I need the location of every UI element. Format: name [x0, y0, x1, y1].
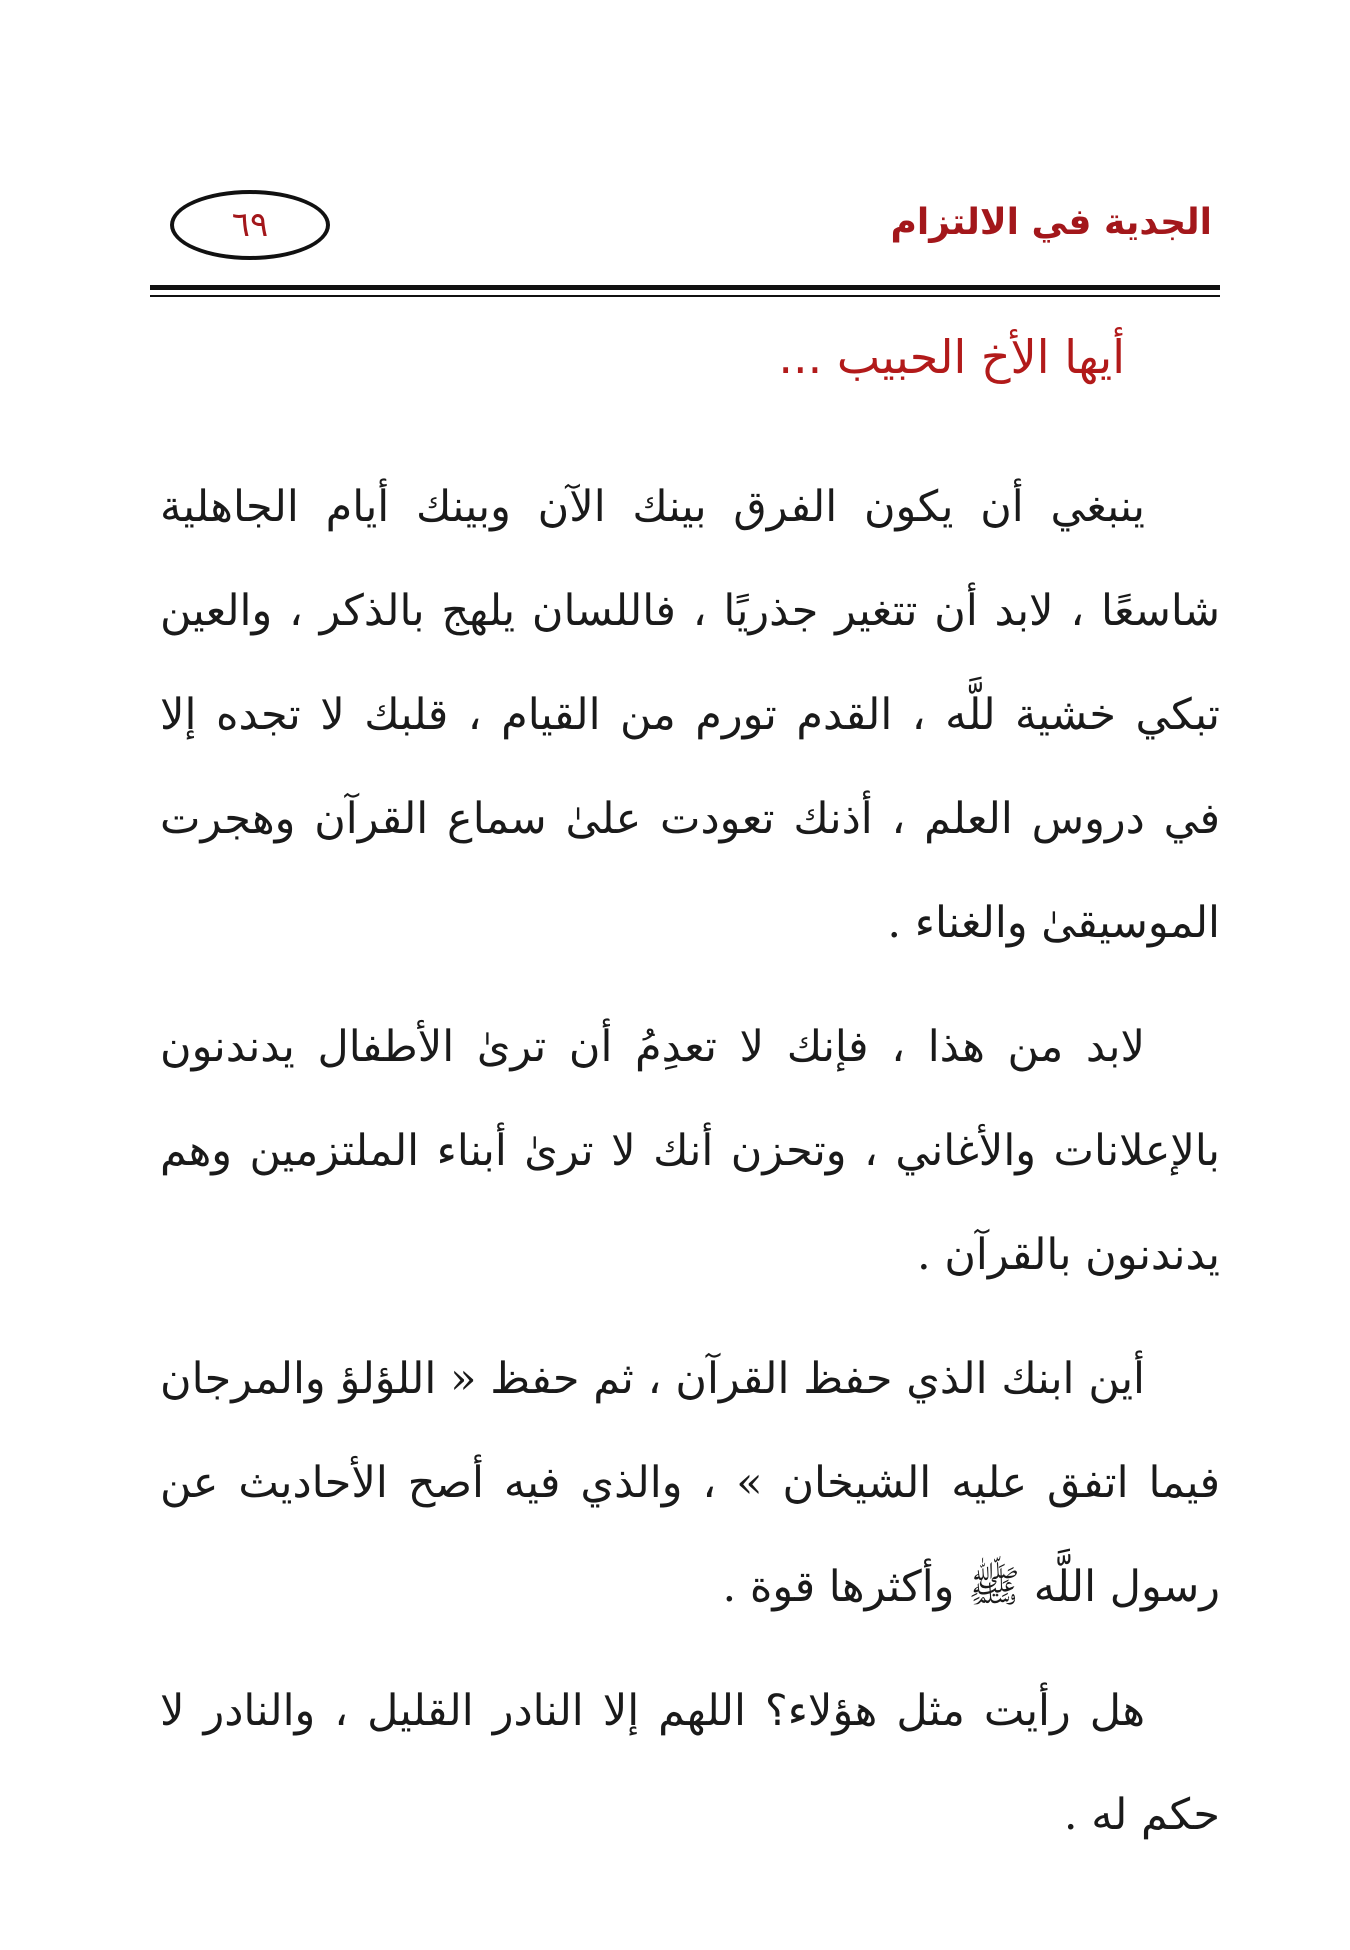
running-title: الجدية في الالتزام	[890, 202, 1212, 243]
body-text	[160, 455, 1220, 1887]
paragraph: ينبغي أن يكون الفرق بينك الآن وبينك أيام الجاهلية شاسعًا ، لابد أن تتغير جذريًا ، فاللسان يلهج بالذكر ، والعين تبكي خشية للَّه ، القدم تورم من القيام ، قلبك لا تجده إلا في دروس العلم ، أذنك تعودت علىٰ سماع القرآن وهجرت الموسيقىٰ والغناء .	[160, 482, 1220, 948]
section-heading: أيها الأخ الحبيب ...	[778, 330, 1125, 384]
paragraph: لابد من هذا ، فإنك لا تعدِمُ أن ترىٰ الأطفال يدندنون بالإعلانات والأغاني ، وتحزن أنك لا ترىٰ أبناء الملتزمين وهم يدندنون بالقرآن .	[160, 1022, 1220, 1280]
paragraph: هل رأيت مثل هؤلاء؟ اللهم إلا النادر القليل ، والنادر لا حكم له .	[160, 1686, 1220, 1840]
header-divider-thick	[150, 285, 1220, 290]
page-number: ٦٩	[231, 205, 269, 245]
paragraph: أين ابنك الذي حفظ القرآن ، ثم حفظ « اللؤلؤ والمرجان فيما اتفق عليه الشيخان » ، والذي فيه أصح الأحاديث عن رسول اللَّه ﷺ وأكثرها قوة .	[160, 1354, 1220, 1612]
page-number-badge	[170, 190, 330, 260]
header-divider-thin	[150, 295, 1220, 297]
page-header	[150, 190, 1220, 280]
